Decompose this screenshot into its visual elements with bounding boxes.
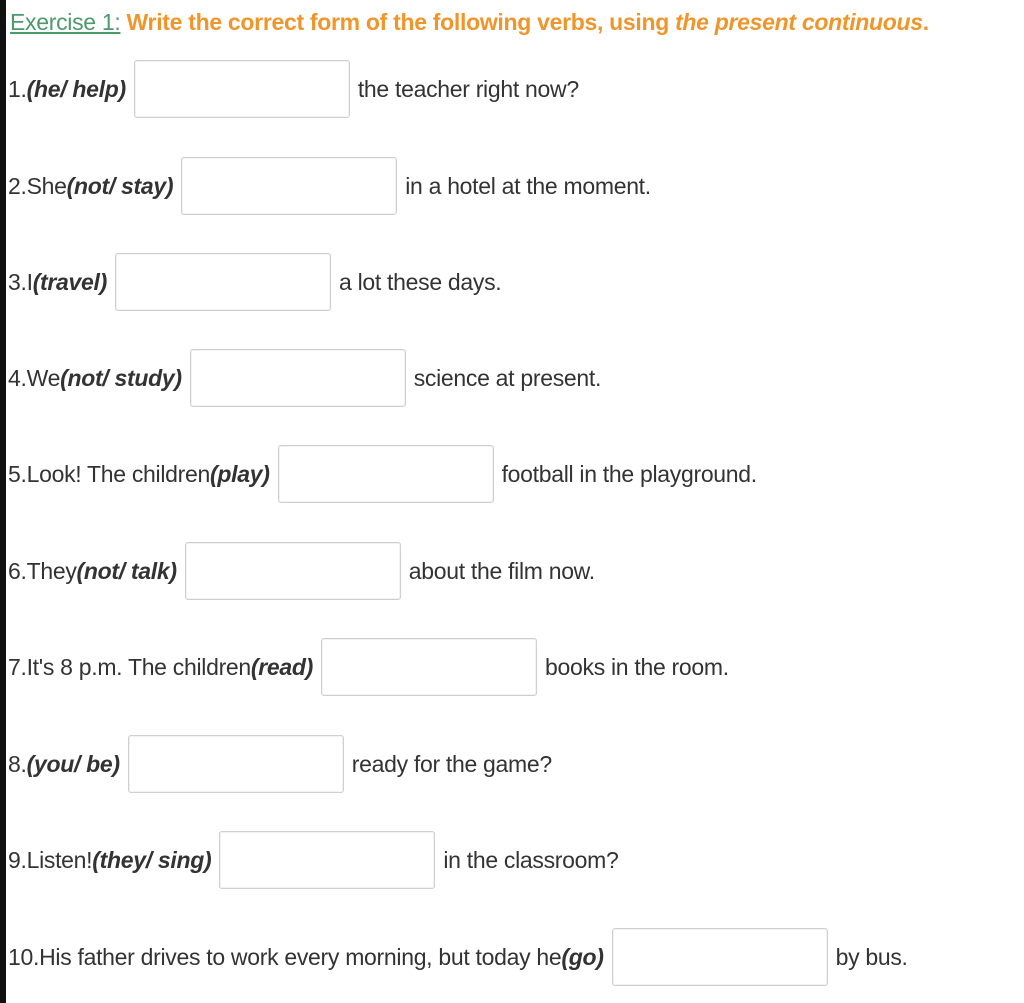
- question-number: 1.: [8, 75, 27, 102]
- verb-hint: (they/ sing): [92, 846, 212, 873]
- question-suffix: by bus.: [835, 943, 908, 970]
- question-suffix: books in the room.: [545, 653, 729, 680]
- question-7: [8, 636, 729, 698]
- question-prefix: It's 8 p.m. The children: [26, 653, 251, 680]
- verb-hint: (go): [561, 943, 604, 970]
- question-1: [8, 58, 579, 120]
- question-suffix: ready for the game?: [351, 750, 552, 777]
- question-number: 9.: [8, 846, 27, 873]
- question-number: 7.: [8, 653, 27, 680]
- exercise-instruction-end: .: [922, 9, 929, 35]
- question-prefix: They: [26, 557, 77, 584]
- answer-input-3[interactable]: [115, 253, 331, 311]
- question-number: 8.: [8, 750, 27, 777]
- question-number: 5.: [8, 460, 27, 487]
- verb-hint: (he/ help): [26, 75, 126, 102]
- answer-input-5[interactable]: [278, 445, 494, 503]
- question-number: 6.: [8, 557, 27, 584]
- question-suffix: a lot these days.: [338, 268, 502, 295]
- question-suffix: the teacher right now?: [357, 75, 579, 102]
- answer-input-4[interactable]: [190, 349, 406, 407]
- question-3: [8, 251, 501, 313]
- verb-hint: (not/ study): [60, 364, 182, 391]
- question-number: 4.: [8, 364, 27, 391]
- answer-input-6[interactable]: [185, 542, 401, 600]
- question-number: 3.: [8, 268, 27, 295]
- exercise-instruction: Write the correct form of the following verbs, using: [120, 9, 676, 35]
- question-6: [8, 540, 595, 602]
- exercise-instruction-emphasis: the present continuous: [675, 9, 923, 35]
- left-edge-bar: [0, 0, 6, 1003]
- question-5: [8, 443, 757, 505]
- verb-hint: (not/ stay): [66, 172, 174, 199]
- answer-input-9[interactable]: [219, 831, 435, 889]
- question-10: [8, 926, 908, 988]
- exercise-header: [10, 4, 929, 40]
- verb-hint: (play): [210, 460, 270, 487]
- question-number: 10.: [8, 943, 40, 970]
- question-2: [8, 155, 651, 217]
- answer-input-2[interactable]: [181, 157, 397, 215]
- question-suffix: about the film now.: [408, 557, 595, 584]
- question-8: [8, 733, 552, 795]
- verb-hint: (not/ talk): [76, 557, 177, 584]
- verb-hint: (travel): [32, 268, 107, 295]
- question-9: [8, 829, 619, 891]
- question-prefix: Listen!: [26, 846, 93, 873]
- question-prefix: Look! The children: [26, 460, 211, 487]
- question-prefix: I: [26, 268, 33, 295]
- verb-hint: (read): [250, 653, 314, 680]
- answer-input-10[interactable]: [612, 928, 828, 986]
- verb-hint: (you/ be): [26, 750, 120, 777]
- question-prefix: We: [26, 364, 61, 391]
- question-suffix: in the classroom?: [443, 846, 619, 873]
- answer-input-7[interactable]: [321, 638, 537, 696]
- question-prefix: His father drives to work every morning, but today he: [39, 943, 562, 970]
- question-suffix: science at present.: [413, 364, 602, 391]
- question-suffix: in a hotel at the moment.: [405, 172, 651, 199]
- answer-input-1[interactable]: [134, 60, 350, 118]
- exercise-label: Exercise 1:: [10, 9, 121, 35]
- question-4: [8, 347, 601, 409]
- answer-input-8[interactable]: [128, 735, 344, 793]
- question-number: 2.: [8, 172, 27, 199]
- question-prefix: She: [26, 172, 67, 199]
- question-suffix: football in the playground.: [501, 460, 757, 487]
